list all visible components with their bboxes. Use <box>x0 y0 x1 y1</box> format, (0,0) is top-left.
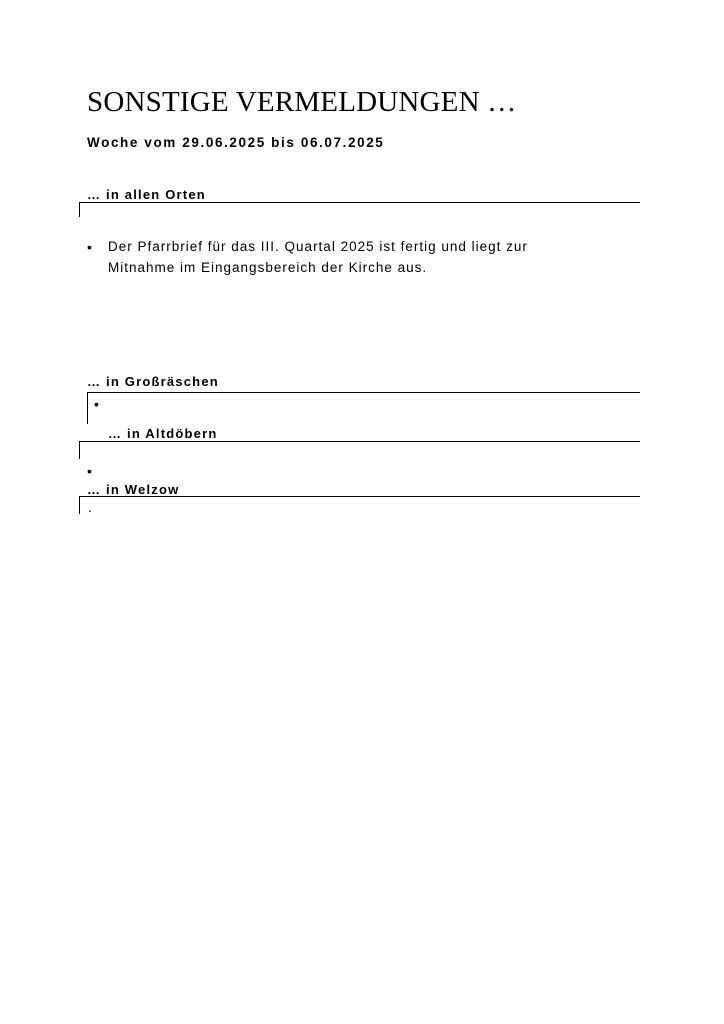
section-rule-tick-welzow <box>79 496 80 514</box>
list-bullet: • <box>87 239 92 255</box>
section-rule-allen-orten <box>79 202 640 203</box>
list-bullet: . <box>88 499 92 515</box>
section-heading-grossraeschen: … in Großräschen <box>87 374 219 389</box>
section-rule-welzow <box>79 496 640 497</box>
list-bullet: • <box>94 396 99 412</box>
section-rule-tick-altdoebern <box>79 441 80 459</box>
page-title: SONSTIGE VERMELDUNGEN … <box>87 86 517 118</box>
section-heading-altdoebern: … in Altdöbern <box>108 426 218 441</box>
section-rule-tick-allen-orten <box>79 202 80 217</box>
list-item-text-line-1: Der Pfarrbrief für das III. Quartal 2025 ist fertig und liegt zur <box>108 239 528 254</box>
section-heading-welzow: … in Welzow <box>87 482 180 497</box>
list-bullet: • <box>87 463 92 479</box>
section-heading-allen-orten: … in allen Orten <box>87 187 206 202</box>
list-item-text-line-2: Mitnahme im Eingangsbereich der Kirche aus. <box>108 260 428 275</box>
week-subtitle: Woche vom 29.06.2025 bis 06.07.2025 <box>87 135 385 150</box>
section-rule-tick-grossraeschen <box>87 392 88 424</box>
section-rule-grossraeschen <box>87 392 640 393</box>
section-rule-altdoebern <box>79 441 640 442</box>
